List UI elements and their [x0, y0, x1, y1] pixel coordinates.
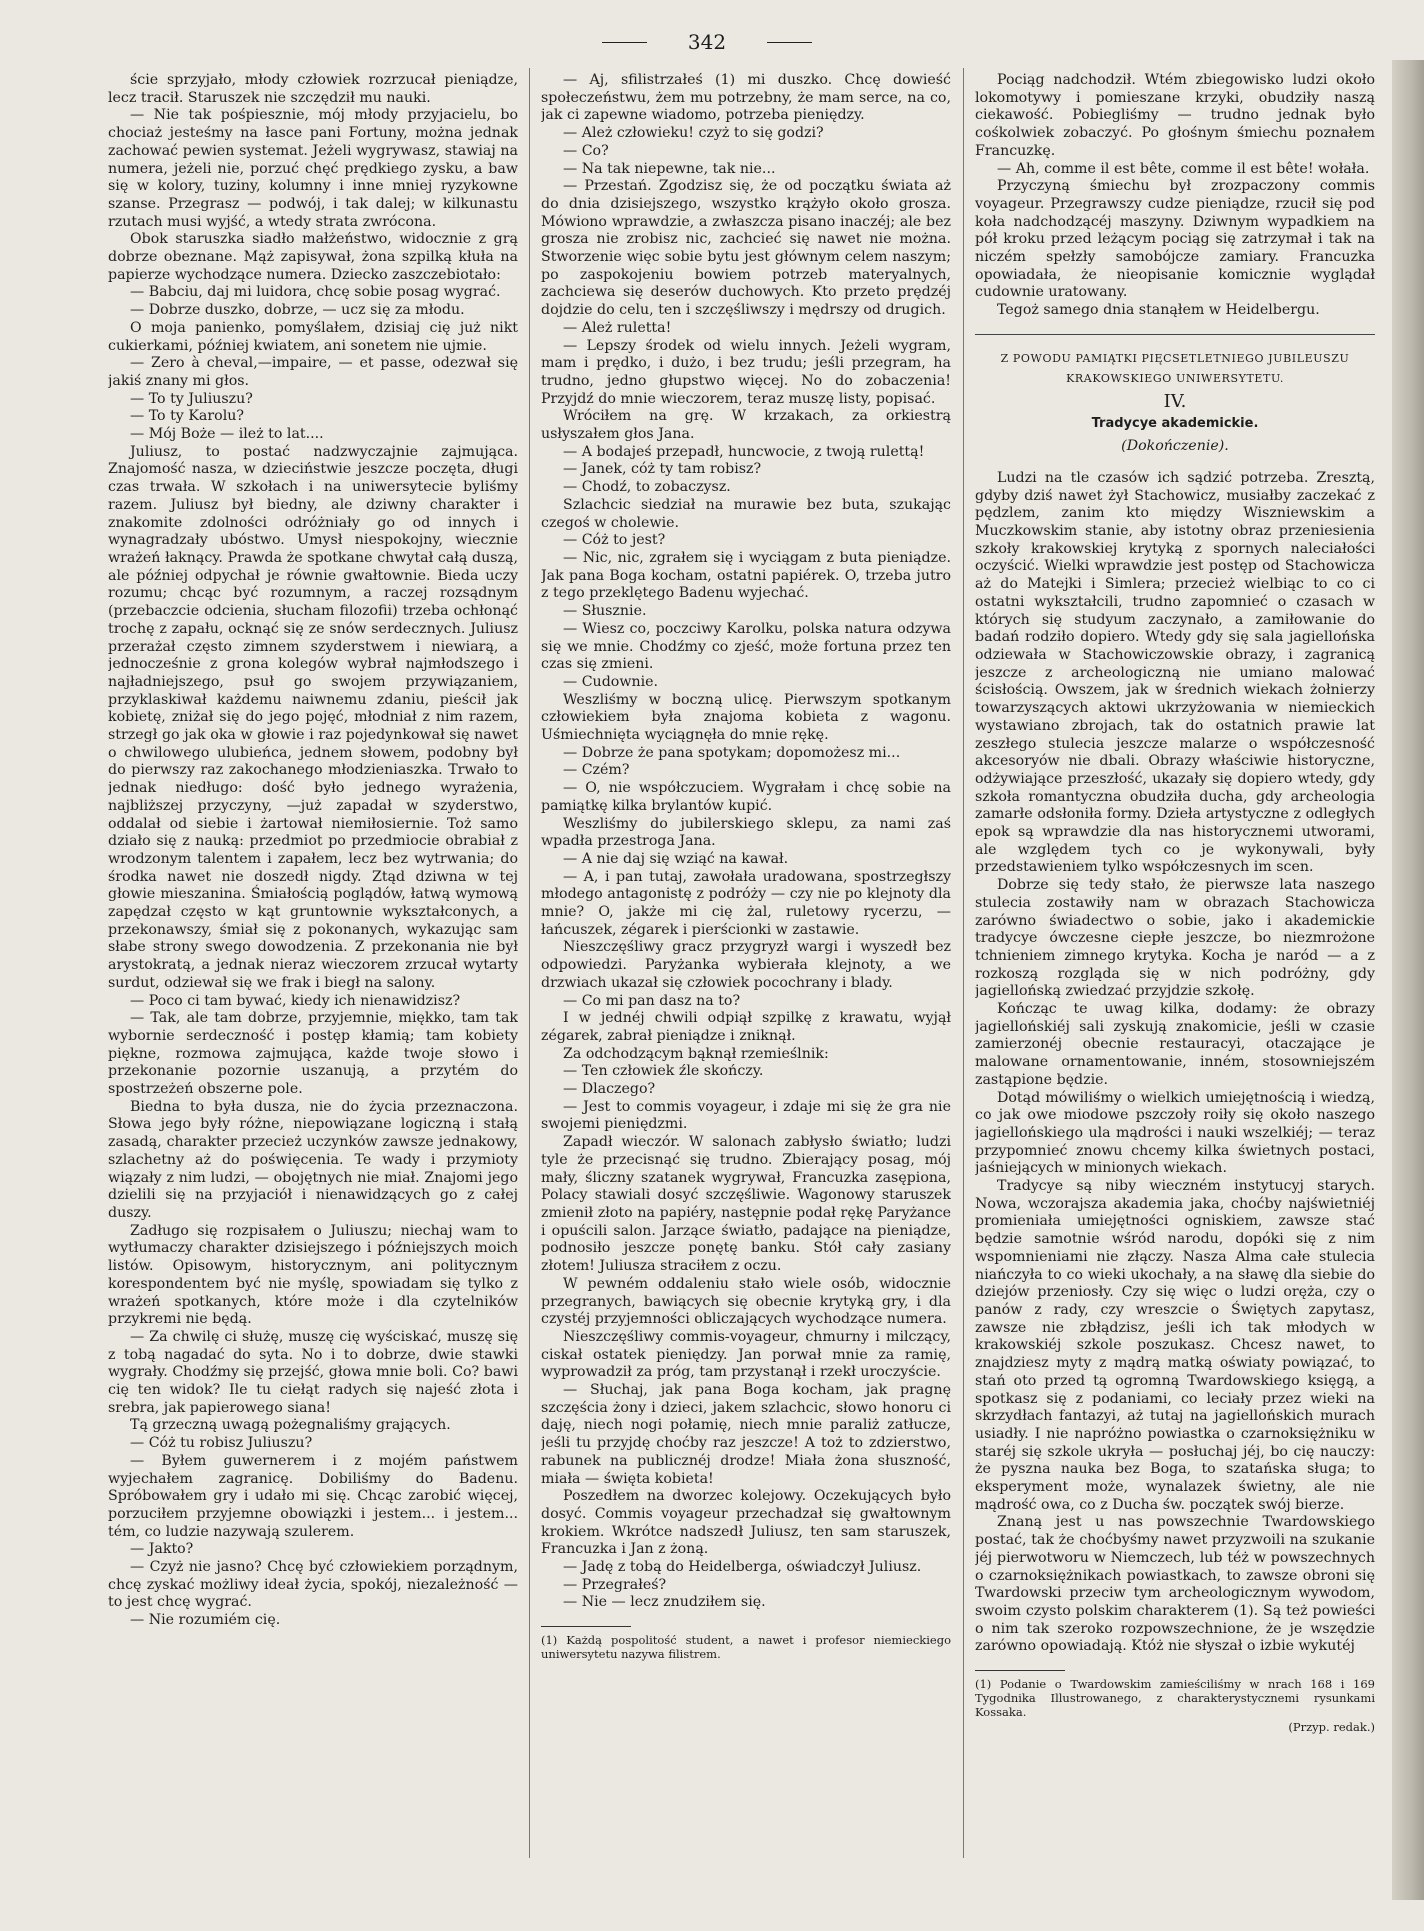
paragraph: O moja panienko, pomyślałem, dzisiaj cię już nikt cukierkami, później kwiatem, ani sonetem nie ujmie.	[108, 319, 518, 354]
footnote-right: (1) Podanie o Twardowskim zamieściliśmy w nrach 168 i 169 Tygodnika Illustrowanego, z charakterystycznemi rysunkami Kossaka.	[975, 1677, 1375, 1720]
paragraph: ście sprzyjało, młody człowiek rozrzucał pieniądze, lecz tracił. Staruszek nie szczędził mu nauki.	[108, 72, 518, 106]
paragraph: — A, i pan tutaj, zawołała uradowana, spostrzegłszy młodego antagonistę z podróży — czy nie po klejnoty dla mnie? O, jakże mi cię żal, ruletowy rycerzu, — łańcuszek, zégarek i pierścionki w zastawie.	[541, 868, 951, 938]
paragraph: — To ty Karolu?	[130, 408, 244, 425]
paragraph: Zadługo się rozpisałem o Juliuszu; niechaj wam to wytłumaczy charakter dzisiejszego i późniejszych moich listów. Opisowym, historycznym, ani politycznym korespondentem być nie myślę, spowiadam się tylko z wrażeń spotkanych, które może i dla czytelników przykremi nie będą.	[108, 1222, 518, 1328]
paragraph: — Jadę z tobą do Heidelberga, oświadczył Juliusz.	[563, 1559, 922, 1576]
paragraph: Przyczyną śmiechu był zrozpaczony commis voyageur. Przegrawszy cudze pieniądze, rzucił się pod koła nadchodzącéj maszyny. Dziwnym wypadkiem na pół kroku przed leżącym pociąg się zatrzymał i tak na niczém spełzły samobójcze zamiary. Francuzka opowiadała, że nieopisanie komicznie wyglądał cudownie uratowany.	[975, 178, 1375, 301]
paragraph: Juliusz, to postać nadzwyczajnie zajmująca. Znajomość nasza, w dzieciństwie jeszcze poczęta, długi czas trwała. W szkołach i na uniwersytecie byliśmy razem. Juliusz był biedny, ale dziwny charakter i znakomite zdolności odróżniały go od innych i wynagradzały ubóstwo. Umysł niespokojny, wiecznie wrażeń łaknący. Prawda że spotkane chwytał całą duszą, ale później odpychał je równie gwałtownie. Bieda uczy rozumu; chcąc być rozumnym, a raczej rozsądnym (przebaczcie odcienia, słucham filozofii) trzeba ochłonąć trochę z zapału, ocknąć się ze snów serdecznych. Juliusz przerażał często zimnem szyderstwem i niewiarą, a jednocześnie z grona kolegów wybrał najmłodszego i najładniejszego, psuł go swojem przywiązaniem, przyklaskiwał każdemu naiwnemu zdaniu, pieścił jak kobietę, zniżał się do jego pojęć, młodniał z nim razem, strzegł go jak oka w głowie i raz pojedynkował się nawet o chwilowego ulubieńca, jednem słowem, podobny był do pierwszy raz zakochanego młodzieniaszka. Trwało to jednak niedługo: dość było jednego wyrażenia, najbliższej przyczyny, —już zapadał w szyderstwo, oddalał od siebie i żartował niemiłosiernie. Toż samo działo się z nauką: przedmiot po przedmiocie obrabiał z wrodzonym talentem i zapałem, lecz bez wytrwania; do środka nawet nie doszedł nigdy. Ztąd dziwna w tej głowie mieszanina. Śmiałością poglądów, łatwą wymową zapędzał często w kąt gruntownie wykształconych, a przekonawszy, śmiał się z pokonanych, wykazując sam słabe strony swego dowodzenia. Z przekonania nie był arystokratą, a jednak nieraz wieczorem zrzucał wytarty surdut, odziewał się we frak i biegł na salony.	[108, 443, 518, 991]
paragraph: Szlachcic siedział na murawie bez buta, szukając czegoś w cholewie.	[541, 496, 951, 531]
section-heading	[975, 334, 1375, 387]
paragraph: Tą grzeczną uwagą pożegnaliśmy grających.	[130, 1417, 451, 1434]
paragraph: Nieszczęśliwy commis-voyageur, chmurny i milczący, ciskał ostatek pieniędzy. Jan porwał mnie za ramię, wyprowadził za próg, tam przystanął i rzekł uroczyście.	[541, 1328, 951, 1381]
page-edge	[1392, 60, 1424, 1900]
paragraph: Kończąc te uwag kilka, dodamy: że obrazy jagiellońskiéj sali zyskują znakomicie, jeśli w czasie zamierzonéj obecnie restauracyi, otaczające je malowane ornamentowanie, inném, stosowniejszém zastąpione będzie.	[975, 1001, 1375, 1088]
paragraph: — Czyż nie jasno? Chcę być człowiekiem porządnym, chcę zyskać możliwy ideał życia, spokój, niezależność — to jest chcę wygrać.	[108, 1559, 518, 1611]
paragraph: — Chodź, to zobaczysz.	[563, 479, 731, 496]
column-right-top	[975, 72, 1375, 320]
paragraph: Pociąg nadchodził. Wtém zbiegowisko ludzi około lokomotywy i pomieszane krzyki, obudziły naszą ciekawość. Pobiegliśmy — trudno jednak było cośkolwiek zobaczyć. Po głośnym śmiechu poznałem Francuzkę.	[975, 72, 1375, 159]
paragraph: Tradycye są niby wieczném instytucyj starych. Nowa, wczorajsza akademia jaka, choćby najświetniéj promieniała umiejętności ogniskiem, zawsze stać będzie samotnie wśród narodu, dopóki się z nim wspomnieniami nie złączy. Nasza Alma całe stulecia niańczyła to co wieki ukochały, a na sławę dla siebie do dziejów przeniosły. Czy się więc o ludzi oręża, czy o panów z rady, czy wreszcie o Świętych zapytasz, zawsze nie zbłądzisz, jeśli ich tak młodych w krakowskiéj szkole poszukasz. Chcesz nawet, to znajdziesz myty z mądrą matką oświaty powiązać, to stań oto przed tą ogromną Twardowskiego księgą, a spotkasz się z podaniami, co leciały przez wieki na skrzydłach fantazyi, aż tutaj na jagiellońskich murach usiadły. I nie napróżno powiastka o czarnoksiężniku w staréj się szkole ukryła — posłuchaj jéj, bo cię nauczy: że pyszna nauka bez Boga, to szatańska sługa; to eksperyment może, wynalazek świetny, ale nie mądrość owa, co z Ducha św. początek swój bierze.	[975, 1178, 1375, 1513]
paragraph: — Janek, cóż ty tam robisz?	[563, 461, 762, 478]
paragraph: Wróciłem na grę. W krzakach, za orkiestrą usłyszałem głos Jana.	[541, 408, 951, 443]
paragraph: — Lepszy środek od wielu innych. Jeżeli wygram, mam i prędko, i dużo, i bez trudu; jeśli przegram, ha trudno, jedno głupstwo więcej. No do zobaczenia! Przyjdź do mnie wieczorem, teraz muszę listy, popisać.	[541, 337, 951, 407]
paragraph: — Cóż tu robisz Juliuszu?	[130, 1435, 313, 1452]
paragraph: — Jakto?	[130, 1541, 194, 1558]
paragraph: Poszedłem na dworzec kolejowy. Oczekujących było dosyć. Commis voyageur przechadzał się gwałtownym krokiem. Wkrótce nadszedł Juliusz, ten sam staruszek, Francuzka i Jan z żoną.	[541, 1488, 951, 1558]
footnote-rule	[975, 1670, 1065, 1671]
paragraph: Biedna to była dusza, nie do życia przeznaczona. Słowa jego były różne, niepowiązane logiczną i stałą zasadą, charakter przecież uczynków zawsze jednakowy, szlachetny aż do poświęcenia. Te wady i przymioty wiązały z nim ludzi, — obojętnych nie miał. Znajomi jego dzielili się na przyjaciół i nienawidzących go z całej duszy.	[108, 1098, 518, 1221]
paragraph: — Jest to commis voyageur, i zdaje mi się że gra nie swojemi pieniędzmi.	[541, 1098, 951, 1133]
paragraph: — To ty Juliuszu?	[130, 390, 253, 407]
paragraph: — Słusznie.	[563, 603, 647, 620]
column-left	[108, 72, 518, 1852]
paragraph: — Cudownie.	[563, 673, 659, 690]
paragraph: — O, nie współczuciem. Wygrałam i chcę sobie na pamiątkę kilka brylantów kupić.	[541, 780, 951, 814]
paragraph: — Słuchaj, jak pana Boga kocham, jak pragnę szczęścia żony i dzieci, jakem szlachcic, słowo honoru ci daję, niech nogi połamię, niech mnie paraliż zatłucze, jeśli tu przyjdę choćby raz jeszcze! A toż to zdzierstwo, rabunek na publicznéj drodze! Miała żona słuszność, miała — święta kobieta!	[541, 1382, 951, 1487]
paragraph: — Przestań. Zgodzisz się, że od początku świata aż do dnia dzisiejszego, wszystko krążyło około grosza. Mówiono wprawdzie, a zwłaszcza pisano inaczéj; ale bez grosza nie zrobisz nic, zachcieć się nawet nie można. Stworzenie więc sobie bytu jest głównym celem naszym; po zaspokojeniu bowiem potrzeb materyalnych, zachciewa się deserów duchowych. Kto przeto prędzéj dojdzie do celu, ten i szczęśliwszy i mędrszy od drugich.	[541, 178, 951, 319]
paragraph: — Na tak niepewne, tak nie...	[563, 160, 776, 177]
paragraph: — Ten człowiek źle skończy.	[563, 1063, 764, 1080]
paragraph: — Nie — lecz znudziłem się.	[563, 1594, 766, 1611]
section-heading-line2: KRAKOWSKIEGO UNIWERSYTETU.	[1066, 371, 1284, 385]
paragraph: — Dobrze że pana spotykam; dopomożesz mi...	[563, 744, 901, 761]
paragraph: — Byłem guwernerem i z mojém państwem wyjechałem zagranicę. Dobiliśmy do Badenu. Spróbowałem gry i udało mi się. Chcąc zarobić więcej, porzuciłem przyjemne obowiązki i jestem... i jestem... tém, co ludzie nazywają szulerem.	[108, 1452, 518, 1540]
paragraph: — Nic, nic, zgrałem się i wyciągam z buta pieniądze. Jak pana Boga kocham, ostatni papiérek. O, trzeba jutro z tego przeklętego Badenu wyjechać.	[541, 549, 951, 602]
paragraph: Ludzi na tle czasów ich sądzić potrzeba. Zresztą, gdyby dziś nawet żył Stachowicz, musiałby zaczekać z pędzlem, zanim kto między Wiszniewskim a Muczkowskim stanie, aby istotny obraz przeniesienia szkoły krakowskiej krytyką z spornych naleciałości oczyścić. Wielki wprawdzie jest postęp od Stachowicza aż do Matejki i Simlera; przecież wielbiąc to co ci ostatni wykształcili, trudno zapomnieć o czasach w których się studyum zaczynało, a zamiłowanie do badań rodziło dopiero. Wtedy gdy się sala jagiellońska odziewała w Stachowiczowskie obrazy, i zagranicą jeszcze z archeologiczną nie umiano malować ścisłością. Owszem, jak w średnich wiekach żołnierzy towarzyszących aktowi ukrzyżowania w niemieckich wystawiano zbrojach, tak do ostatnich prawie lat zeszłego stulecia jeszcze malarze o współczesność akcesoryów nie dbali. Obrazy właściwie historyczne, odżywiające przeszłość, ukazały się dopiero wtedy, gdy szkoła romantyczna obudziła ducha, gdy archeologia zamarłe odsłoniła formy. Dzieła artystyczne z odległych epok są wprawdzie dla nas historycznemi utworami, ale względem tych co je wykonywali, były przedstawieniem tylko współczesnych im scen.	[975, 469, 1375, 876]
paragraph: — Czém?	[563, 762, 630, 779]
article-subtitle: Tradycye akademickie.	[1091, 415, 1259, 431]
paragraph: Weszliśmy do jubilerskiego sklepu, za nami zaś wpadła przestroga Jana.	[541, 815, 951, 850]
paragraph: — Cóż to jest?	[563, 532, 666, 549]
paragraph: Znaną jest u nas powszechnie Twardowskiego postać, tak że choćbyśmy nawet przyzwoili na szukanie jéj pierwotworu w Niemczech, lub téż w powszechnych o czarnoksiężnikach powiastkach, to zawsze obroni się Twardowski przeciw tym archeologicznym wywodom, swoim czysto polskim charakterem (1). Są też powieści o nim tak szeroko rozpowszechnione, że je wszędzie zarówno opowiadają. Któż nie słyszał o izbie wykutéj	[975, 1514, 1375, 1655]
article-continuation: (Dokończenie).	[1121, 438, 1229, 455]
column-right	[975, 72, 1375, 1852]
paragraph: — Ah, comme il est bête, comme il est bête! wołała.	[997, 160, 1370, 177]
paragraph: — Co?	[563, 142, 609, 159]
paragraph: — A bodajeś przepadł, huncwocie, z twoją rulettą!	[563, 443, 925, 460]
paragraph: Za odchodzącym bąknął rzemieślnik:	[563, 1045, 829, 1062]
paragraph: — Babciu, daj mi luidora, chcę sobie posag wygrać.	[130, 284, 501, 301]
paragraph: — Wiesz co, poczciwy Karolku, polska natura odzywa się we mnie. Chodźmy co zjeść, może fortuna przez ten czas się zmieni.	[541, 620, 951, 673]
part-number: IV.	[1163, 390, 1187, 412]
paragraph: Nieszczęśliwy gracz przygryzł wargi i wyszedł bez odpowiedzi. Paryżanka wybierała klejnoty, a we drzwiach ukazał się człowiek pocochrany i blady.	[541, 939, 951, 991]
paragraph: Dobrze się tedy stało, że pierwsze lata naszego stulecia zostawiły nam w obrazach Stachowicza zarówno świadectwo o sobie, jako i akademickie tradycye ówczesne ciepłe jeszcze, bo niezmrożone tchnieniem zimnego krytyka. Kocha je naród — a z rozkoszą rozgląda się w nich podróżny, gdy jagiellońską zwiedzać przyjdzie szkołę.	[975, 877, 1375, 1000]
paragraph: Weszliśmy w boczną ulicę. Pierwszym spotkanym człowiekiem była znajoma kobieta z wagonu. Uśmiechnięta wyciągnęła do mnie rękę.	[541, 691, 951, 744]
paragraph: — Dobrze duszko, dobrze, — ucz się za młodu.	[130, 302, 465, 319]
paragraph: I w jednéj chwili odpiął szpilkę z krawatu, wyjął zégarek, zabrał pieniądze i zniknął.	[541, 1010, 951, 1044]
column-middle	[541, 72, 951, 1852]
paragraph: — Za chwilę ci służę, muszę cię wyściskać, muszę się z tobą nagadać do syta. No i to dobrze, dwie stawki wygrały. Chodźmy się przejść, głowa mnie boli. Co? bawi cię ten widok? Ile tu ciełąt radych się najeść złota i srebra, jak papierowego siana!	[108, 1328, 518, 1416]
paragraph: — Ależ człowieku! czyż to się godzi?	[563, 125, 824, 142]
paragraph: Zapadł wieczór. W salonach zabłysło światło; ludzi tyle że przecisnąć się trudno. Zbierający posag, mój mały, śliczny szatanek wygrywał, Francuzka zasępiona, Polacy stawiali dosyć szczęśliwie. Wagonowy staruszek zmienił złoto na papiéry, następnie podał rękę Paryżance i opuścili salon. Jarzące światło, padające na pieniądze, podnosiło jeszcze ponętę banku. Stół cały zasiany złotem! Juliusza straciłem z oczu.	[541, 1134, 951, 1275]
paragraph: — Tak, ale tam dobrze, przyjemnie, miękko, tam tak wybornie serdeczność i postęp kłamią; tam kobiety piękne, rozmowa zajmująca, każde twoje słowo i przekonanie pozornie uszanują, a przytém do spostrzeżeń obszerne pole.	[108, 1010, 518, 1098]
paragraph: Tegoż samego dnia stanąłem w Heidelbergu.	[997, 302, 1320, 319]
column-divider-1	[529, 68, 530, 1858]
column-divider-2	[963, 68, 964, 1858]
paragraph: — Co mi pan dasz na to?	[563, 992, 741, 1009]
paragraph: — Aj, sfilistrzałeś (1) mi duszko. Chcę dowieść społeczeństwu, żem mu potrzebny, że mam serce, na co, jak ci zapewne wiadomo, potrzeba pieniędzy.	[541, 72, 951, 124]
paragraph: — Nie rozumiém cię.	[130, 1612, 281, 1629]
footnote-middle: (1) Każdą pospolitość student, a nawet i profesor niemieckiego uniwersytetu nazywa filistrem.	[541, 1633, 951, 1662]
column-middle-body	[541, 72, 951, 1612]
paragraph: Obok staruszka siadło małżeństwo, widocznie z grą dobrze obeznane. Mąż zapisywał, żona szpilką kłuła na papierze wychodzące numera. Dziecko zaszczebiotało:	[108, 231, 518, 283]
paragraph: — Ależ ruletta!	[563, 319, 672, 336]
footnote-signature: (Przyp. redak.)	[1288, 1720, 1375, 1735]
paragraph: W pewném oddaleniu stało wiele osób, widocznie przegranych, bawiących się obecnie krytyką gry, i dla czystéj przyjemności obliczających wychodzące numera.	[541, 1275, 951, 1328]
section-heading-line1: Z POWODU PAMIĄTKI PIĘCSETLETNIEGO JUBILEUSZU	[1000, 351, 1350, 365]
paragraph: — Poco ci tam bywać, kiedy ich nienawidzisz?	[130, 992, 461, 1009]
paragraph: — Zero à cheval,—impaire, — et passe, odezwał się jakiś znany mi głos.	[108, 355, 518, 389]
column-right-body	[975, 470, 1375, 1656]
paragraph: — Dlaczego?	[563, 1081, 656, 1098]
paragraph: — A nie daj się wziąć na kawał.	[563, 850, 789, 867]
paragraph: — Mój Boże — ileż to lat....	[130, 426, 324, 443]
paragraph: — Nie tak pośpiesznie, mój młody przyjacielu, bo chociaż jesteśmy na łasce pani Fortuny, można jednak zachować pewien systemat. Jeżeli wygrywasz, stawiaj na numera, jeżeli nie, porzuć chęć prędkiego zysku, a baw się w kolory, tuziny, kolumny i inne mniej ryzykowne szanse. Przegrasz — podwój, i tak dalej; w kilkunastu rzutach musi wyjść, a wtedy strata zwrócona.	[108, 107, 518, 230]
footnote-rule	[541, 1626, 631, 1627]
page-number: 342	[652, 30, 762, 54]
paragraph: — Przegrałeś?	[563, 1576, 667, 1593]
paragraph: Dotąd mówiliśmy o wielkich umiejętnością i wiedzą, co jak owe miodowe pszczoły roiły się około naszego jagiellońskiego ula mądrości i nauki wszelkiéj; — teraz przypomnieć znowu chcemy kilka świetnych postaci, jaśniejących w minionych wiekach.	[975, 1089, 1375, 1177]
